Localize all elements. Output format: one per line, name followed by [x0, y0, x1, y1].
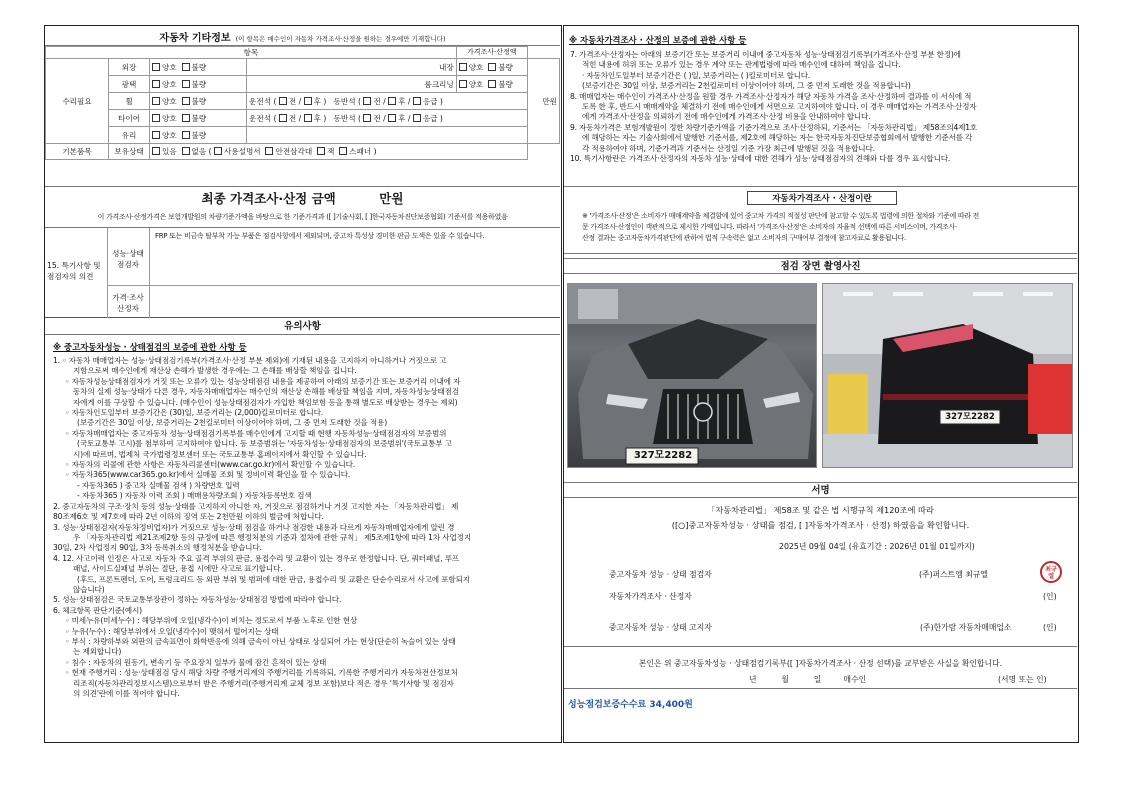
checkbox[interactable] [182, 147, 190, 155]
checkbox[interactable] [413, 114, 421, 122]
notes-line: ◦ 자동차성능상태점검자가 거짓 또는 오류가 있는 성능상태점검 내용을 제공하여 아래의 보증기간 또는 보증거리 이내에 자 [65, 376, 461, 386]
checkbox[interactable] [152, 63, 160, 71]
notes-line: 리조직(자동차관리정보시스템)으로부터 받은 주행거리(주행거리계 교체 정보 포함)보다 적은 경우 '특기사항 및 점검자 [73, 678, 454, 688]
checkbox[interactable] [152, 97, 160, 105]
checkbox[interactable] [182, 63, 190, 71]
col-item: 항목 [46, 47, 457, 59]
room-cleaning-options: 양호 불량 [456, 76, 527, 93]
checkbox[interactable] [488, 80, 496, 88]
tire-options: 양호 불량 [150, 110, 247, 127]
notes-line: 자에게 이를 구상할 수 있습니다. (매수인이 성능상태점검자가 가입한 책임보험 등을 통해 별도로 배상받는 경우는 제외) [73, 397, 458, 407]
notes-line: ◦ 누유(누수) : 해당부위에서 오일(냉각수)이 맺혀서 떨어지는 상태 [65, 626, 279, 636]
guarantee-line: 적힌 내용에 허위 또는 오류가 있는 경우 계약 또는 관계법령에 따라 매수인에 대하여 책임을 집니다. [582, 60, 901, 70]
right-pane [563, 25, 1079, 743]
notes-line: 동차의 실제 성능·상태가 다른 경우, 자동차매매업자는 매수인의 재산상 손해를 배상할 책임을 지며, 자동차성능상태점검 [73, 387, 460, 397]
final-price-label: 최종 가격조사·산정 금액 [201, 191, 336, 206]
notes-line: 우 「자동차관리법 제21조제2항 등의 규정에 따른 행정처분의 기준과 절차에 관한 규칙」 제5조제1항에 따라 1차 사업정지 [73, 532, 472, 542]
rear-plate: 327모2282 [945, 412, 995, 422]
notifier-sig-name: (주)한가람 자동차매매업소 [920, 623, 1012, 632]
exterior-options: 양호 불량 [150, 59, 247, 76]
inspector-sig-label: 중고자동차 성능 · 상태 점검자 [609, 570, 712, 579]
definition-text-2: 문 가격조사·산정인이 객관적으로 제시한 가액입니다. 따라서 '가격조사·산정'은 소비자의 자율적 선택에 따른 서비스이며, 가격조사· [582, 223, 957, 231]
guarantee-line: 에 해당하는 자는 기술사회에서 발행한 기준서를, 제2호에 해당하는 자는 한국자동차진단보증협회에서 발행한 기준서를 각 [582, 133, 973, 143]
checkbox[interactable] [488, 63, 496, 71]
checkbox[interactable] [152, 147, 160, 155]
checkbox[interactable] [279, 114, 287, 122]
notes-line: ◦ 현재 주행거리 : 성능·상태점검 당시 해당 차량 주행거리계의 주행거리를 기록하되, 기록한 주행거리가 자동차전산정보처 [65, 668, 458, 678]
notes-line: - 자동차365 ) 중고차 실매물 검색 ) 차량번호 입력 [77, 480, 240, 490]
front-plate: 327모2282 [633, 450, 693, 461]
checkbox[interactable] [339, 147, 347, 155]
notes-line: 1. ◦ 자동차 매매업자는 성능·상태점검기록부(가격조사·산정 부분 제외)에 기재된 내용을 고지하지 아니하거나 거짓으로 고 [53, 356, 447, 365]
checkbox[interactable] [459, 80, 467, 88]
notes-line: 패널, 사이드실패널 부위는 절단, 용접 시에만 사고로 표기합니다. [73, 564, 283, 574]
inspector-opinion: FRP 또는 비금속 탈부착 가능 부품은 점검사항에서 제외되며, 중고차 특성상 경미한 판금 도색은 있을 수 있습니다. [155, 232, 485, 240]
notes-line: 2. 중고자동차의 구조·장치 등의 성능·상태를 고지하지 아니한 자, 거짓으로 점검하거나 거짓 고지한 자는 「자동차관리법」 제 [53, 501, 459, 511]
notifier-seal: (인) [1043, 623, 1057, 632]
notes-line: 지함으로써 매수인에게 재산상 손해가 발생한 경우에는 그 손해를 배상할 책임을 집니다. [73, 366, 357, 376]
guarantee-line: 도록 한 후, 반드시 매매계약을 체결하기 전에 매수인에게 서면으로 고지하여야 합니다. 이 경우 매매업자는 가격조사·산정자 [582, 102, 977, 112]
definition-text [582, 211, 1062, 244]
seal-stamp [1040, 561, 1062, 583]
row-interior: 내장 [247, 59, 457, 76]
wheel-options: 양호 불량 [150, 93, 247, 110]
notes-line: 3. 성능·상태점검자(자동차정비업자)가 거짓으로 성능·상태 점검을 하거나 점검한 내용과 다르게 자동차매매업자에게 알린 경 [53, 522, 455, 532]
notes-line: 5. 성능·상태점검은 국토교통부장관이 정하는 자동차성능·상태점검 방법에 따라야 합니다. [53, 595, 342, 605]
rear-photo [822, 283, 1073, 468]
month-label: 월 [781, 675, 789, 684]
notes-line: 않습니다) [73, 584, 105, 594]
year-label: 년 [749, 675, 757, 684]
col-price: 가격조사·산정액 [456, 47, 527, 59]
guarantee-line: 9. 자동차가격은 보험개발원이 정한 차량기준가액을 기준가격으로 조사·산정하되, 기준서는 「자동차관리법」 제58조의4제1호 [570, 122, 978, 132]
notes-section-title: ※ 중고자동차성능 · 상태점검의 보증에 관한 사항 등 [53, 342, 247, 352]
notes-line: ◦ 자동차매매업자는 중고자동차 성능·상태점검기록부를 매수인에게 고지할 때 현행 자동차성능·상태점검자의 보증범위 [65, 428, 447, 438]
car-rear-image [823, 284, 1073, 468]
notes-line: ◦ 부식 : 차량하부와 외판의 금속표면이 화학반응에 의해 금속이 아닌 상태로 상실되어 가는 현상(단순히 녹슬어 있는 상태 [65, 636, 456, 646]
buyer-label: 매수인 [843, 675, 867, 684]
svg-text:엘: 엘 [1048, 573, 1054, 580]
guarantee-line: · 자동차인도일부터 보증기간은 ( )일, 보증거리는 ( )킬로미터로 합니다. [582, 70, 811, 80]
assessor-sig-label: 자동차가격조사 · 산정자 [609, 592, 692, 601]
checkbox[interactable] [388, 114, 396, 122]
guarantee-line: 10. 특기사항란은 가격조사·산정자의 자동차 성능·상태에 대한 견해가 성능·상태점검자의 견해와 다를 경우 표시합니다. [570, 154, 951, 164]
repair-price-unit: 만원 [527, 59, 559, 144]
checkbox[interactable] [279, 97, 287, 105]
sig-date: 2025년 09월 04일 (유효기간 : 2026년 01월 01일까지) [779, 542, 975, 551]
other-info-table [45, 46, 560, 160]
guarantee-line: 에게 가격조사·산정을 의뢰하기 전에 매수인에게 가격조사·산정 비용을 안내하여야 합니다. [582, 112, 871, 122]
checkbox[interactable] [363, 97, 371, 105]
notes-header: 유의사항 [45, 318, 560, 335]
car-front-image [568, 284, 817, 468]
notes-line: 의 의견'란에 이를 적어야 합니다. [73, 689, 180, 698]
notes-line: 는 제외합니다) [73, 647, 122, 657]
notes-line: 30일, 2차 사업정지 90일, 3차 등록취소의 행정처분을 받습니다. [53, 543, 262, 553]
interior-options: 양호 불량 [456, 59, 527, 76]
checkbox[interactable] [413, 97, 421, 105]
row-wheel: 휠 [109, 93, 150, 110]
seal-icon [1042, 563, 1060, 581]
final-price-unit: 만원 [379, 191, 404, 206]
notes-line: (후드, 프론트펜더, 도어, 트렁크리드 등 외판 부위 및 범퍼에 대한 판금, 용접수리 및 교환은 단순수리로서 사고에 포함되지 [77, 574, 470, 584]
svg-text:최규: 최규 [1045, 566, 1057, 573]
row-glass: 유리 [109, 127, 150, 144]
checkbox[interactable] [265, 147, 273, 155]
special-remarks [45, 228, 560, 318]
notes-line: (보증기간은 30일 이상, 보증거리는 2천킬로미터 이상이어야 하며, 그 중 먼저 도래한 것을 적용) [77, 418, 388, 428]
notes-line: 80조제6호 및 제7호에 따라 2년 이하의 징역 또는 2천만원 이하의 벌금에 처합니다. [53, 512, 324, 522]
checkbox[interactable] [182, 114, 190, 122]
notes-line: 4. 12. 사고이력 인정은 사고로 자동차 주요 골격 부위의 판금, 용접수리 및 교환이 있는 경우로 한정합니다. 단, 쿼터패널, 루프 [53, 553, 460, 563]
sig-line-1: 「자동차관리법」 제58조 및 같은 법 시행규칙 제120조에 따라 [707, 505, 934, 515]
day-label: 일 [813, 675, 822, 684]
notifier-sig-label: 중고자동차 성능 · 상태 고지자 [609, 623, 712, 632]
final-price-note: 이 가격조사·산정가격은 보험개발원의 차량기준가액을 바탕으로 한 기준가격과 ([ ]기술사회, [ ]한국자동차진단보증협회) 기준서를 적용하였음 [97, 213, 508, 221]
checkbox[interactable] [363, 114, 371, 122]
fee-label: 성능점검보증수수료 34,400원 [568, 700, 693, 710]
row-exterior: 외장 [109, 59, 150, 76]
photos-header: 점검 장면 촬영사진 [564, 258, 1077, 274]
checkbox[interactable] [388, 97, 396, 105]
final-price-box [45, 186, 560, 228]
receipt-line: 본인은 위 중고자동차성능 · 상태점검기록부([ ]자동차가격조사 · 산정 선택)를 교부받은 사실을 확인합니다. [638, 659, 1003, 668]
definition-text-1: ※ '가격조사·산정'은 소비자가 매매계약을 체결함에 있어 중고차 가격의 적절성 판단에 참고할 수 있도록 법령에 의한 절차와 기준에 따라 전 [582, 212, 979, 220]
inspector-sig-name: (주)퍼스트엠 최규엘 [919, 570, 988, 579]
other-info-subtitle: (이 항목은 매수인이 자동차 가격조사·산정을 원하는 경우에만 기재합니다) [235, 35, 446, 43]
notes-list [53, 356, 557, 699]
notes-line: ◦ 자동차의 리콜에 관한 사항은 자동차리콜센터(www.car.go.kr)에서 확인할 수 있습니다. [65, 460, 356, 470]
notes-line: 시)에 따르며, 법제처 국가법령정보센터 또는 국토교통부 홈페이지에서 확인할 수 있습니다. [73, 449, 367, 459]
guarantee-line: (보증기간은 30일 이상, 보증거리는 2천킬로미터 이상이어야 하며, 그 중 먼저 도래한 것을 적용합니다) [582, 81, 911, 91]
checkbox[interactable] [152, 80, 160, 88]
assessor-seal: (인) [1043, 592, 1057, 601]
left-pane [44, 25, 562, 743]
assessor-label: 가격·조사 산정자 [112, 293, 144, 313]
definition-box [564, 186, 1077, 254]
checkbox[interactable] [182, 97, 190, 105]
definition-text-3: 산정 결과는 중고자동차가격판단에 관하여 법적 구속력은 없고 소비자의 구매여부 결정에 참고자료로 활용됩니다. [582, 234, 906, 242]
buyer-sign: (서명 또는 인) [998, 675, 1047, 684]
checkbox[interactable] [214, 147, 222, 155]
notes-line: ◦ 침수 : 자동차의 원동기, 변속기 등 주요장치 일부가 물에 잠긴 흔적이 있는 상태 [65, 657, 327, 667]
notes-line: ◦ 미세누유(미세누수) : 해당부위에 오일(냉각수)이 비치는 정도로서 부품 노후로 인한 현상 [65, 616, 358, 626]
guarantee-lines [570, 50, 1076, 164]
group-repair: 수리필요 [46, 59, 109, 144]
row-tire: 타이어 [109, 110, 150, 127]
tire-positions: 운전석 ( 전 / 후 ) 동반석 ( 전 / 후 / 응급 ) [247, 110, 528, 127]
notes-line: (국토교통부 고시)를 첨부하여 고지하여야 합니다. 동 보증범위는 '자동차성능·상태점검자의 보증범위'(국토교통부 고 [77, 439, 452, 449]
engine-photo [567, 283, 817, 468]
wheel-positions: 운전석 ( 전 / 후 ) 동반석 ( 전 / 후 / 응급 ) [247, 93, 528, 110]
basic-status: 보유상태 [109, 144, 150, 160]
group-basic: 기본품목 [46, 144, 109, 160]
signature-header: 서명 [564, 482, 1077, 498]
basic-options: 있음 없음 ( 사용설명서 안전삼각대 잭 스패너 ) [150, 144, 528, 160]
checkbox[interactable] [152, 114, 160, 122]
guarantee-title: ※ 자동차가격조사 · 산정의 보증에 관한 사항 등 [569, 35, 747, 45]
checkbox[interactable] [182, 131, 190, 139]
definition-title: 자동차가격조사 · 산정이란 [747, 191, 897, 205]
checkbox[interactable] [459, 63, 467, 71]
notes-line: - 자동차365 ) 자동차 이력 조회 ) 매매용차량조회 ) 자동차등록번호 검색 [77, 491, 312, 501]
checkbox[interactable] [317, 147, 325, 155]
other-info-title: 자동차 기타정보 [159, 33, 231, 44]
sig-line-2: ([○]중고자동차성능 · 상태를 점검, [ ]자동차가격조사 · 산정) 하였음을 확인합니다. [671, 520, 970, 530]
checkbox[interactable] [152, 131, 160, 139]
glass-options: 양호 불량 [150, 127, 247, 144]
special-label: 15. 특기사항 및 점검자의 의견 [47, 261, 101, 281]
guarantee-line: 7. 가격조사·산정자는 아래의 보증기간 또는 보증거리 이내에 중고자동차 성능·상태점검기록부(가격조사·산정 부분 한정)에 [570, 50, 961, 59]
checkbox[interactable] [182, 80, 190, 88]
checkbox[interactable] [304, 97, 312, 105]
notes-line: ◦ 자동차365(www.car365.go.kr)에서 실매물 조회 및 정비이력 확인을 할 수 있습니다. [65, 470, 351, 480]
row-gloss: 광택 [109, 76, 150, 93]
receipt-date-row [749, 674, 866, 685]
gloss-options: 양호 불량 [150, 76, 247, 93]
notes-line: 6. 체크항목 판단기준(예시) [53, 605, 142, 615]
other-info-header [45, 26, 560, 46]
notes-line: ◦ 자동차인도일부터 보증기간은 (30)일, 보증거리는 (2,000)킬로미터로 합니다. [65, 408, 324, 418]
row-room-cleaning: 룸크리닝 [247, 76, 457, 93]
guarantee-line: 8. 매매업자는 매수인이 가격조사·산정을 원할 경우 가격조사·산정자가 해당 자동차 가격을 조사·산정하여 결과를 이 서식에 적 [570, 91, 972, 101]
guarantee-line: 각 적용하여야 하며, 기준가격과 기준서는 산정일 기준 가장 최근에 발행된 것을 적용합니다. [582, 143, 875, 153]
checkbox[interactable] [304, 114, 312, 122]
inspector-label: 성능·상태 점검자 [112, 249, 144, 269]
